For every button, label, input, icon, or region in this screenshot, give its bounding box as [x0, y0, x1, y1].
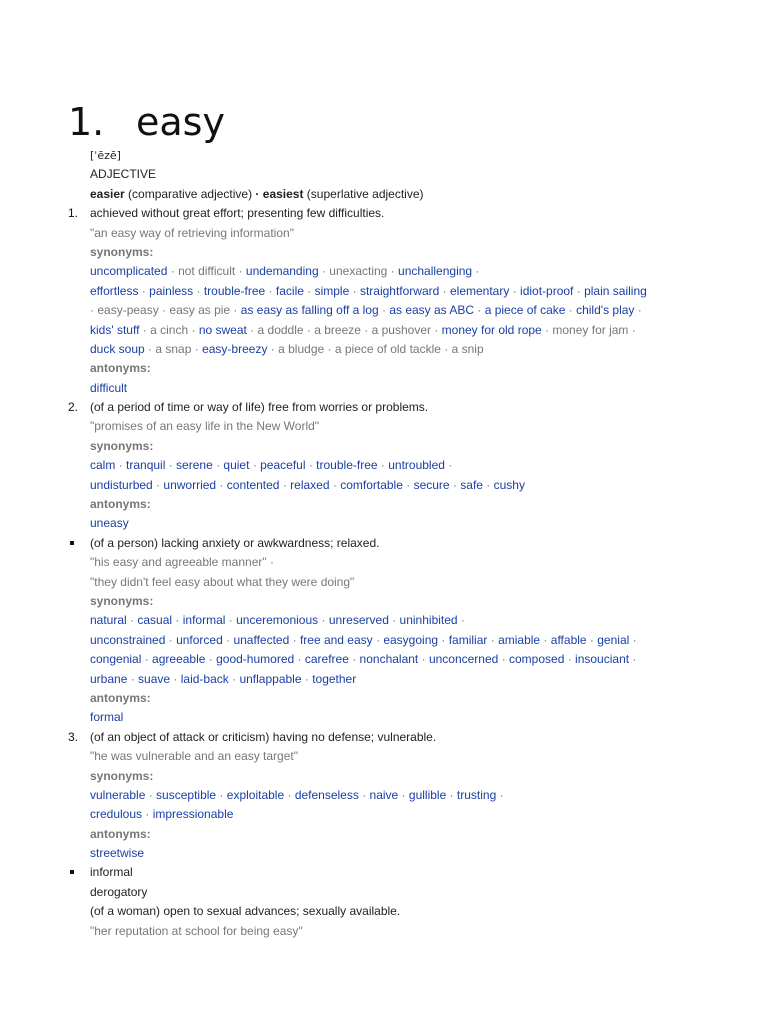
entry-line [90, 379, 760, 398]
example-text: not difficult [178, 264, 236, 279]
entry-line [90, 631, 760, 650]
word-link[interactable]: secure [413, 477, 450, 492]
separator: · [158, 303, 170, 318]
word-link[interactable]: exploitable [226, 787, 285, 802]
section-label: antonyms: [90, 826, 151, 841]
word-link[interactable]: easy-breezy [202, 341, 268, 356]
separator: · [225, 613, 237, 628]
inflection: · [255, 186, 260, 201]
word-link[interactable]: unconstrained [90, 632, 166, 647]
word-link[interactable]: unreserved [328, 613, 389, 628]
pronunciation: [ˈēzē] [90, 149, 121, 162]
bullet-icon [70, 541, 74, 545]
word-link[interactable]: plain sailing [584, 283, 647, 298]
definition-text: ADJECTIVE [90, 167, 157, 182]
separator: · [138, 283, 150, 298]
entry-line [90, 185, 760, 204]
word-link[interactable]: comfortable [340, 477, 403, 492]
section-label: synonyms: [90, 244, 154, 259]
separator: · [167, 264, 179, 279]
separator: · [144, 341, 156, 356]
separator: · [249, 458, 261, 473]
word-link[interactable]: urbane [90, 671, 128, 686]
word-link[interactable]: genial [597, 632, 630, 647]
word-link[interactable]: child's play [576, 303, 635, 318]
word-link[interactable]: together [312, 671, 357, 686]
separator: · [402, 477, 414, 492]
word-link[interactable]: a piece of cake [484, 303, 566, 318]
entry-line [90, 243, 760, 262]
headword: easy [136, 100, 225, 144]
separator: · [586, 632, 598, 647]
example-text: a snip [451, 341, 484, 356]
word-link[interactable]: good-humored [216, 652, 295, 667]
word-link[interactable]: peaceful [260, 458, 306, 473]
separator: · [628, 322, 636, 337]
word-link[interactable]: gullible [408, 787, 447, 802]
separator: · [126, 613, 138, 628]
word-link[interactable]: nonchalant [359, 652, 419, 667]
entry-line [90, 650, 760, 669]
entry-line [90, 883, 760, 902]
definition-text: (of a period of time or way of life) free from worries or problems. [90, 400, 429, 415]
word-link[interactable]: carefree [304, 652, 349, 667]
separator: · [305, 458, 317, 473]
example-text: a cinch [150, 322, 189, 337]
separator: · [267, 341, 279, 356]
entry-number: 1. [68, 100, 105, 144]
definition-text: derogatory [90, 884, 148, 899]
word-link[interactable]: uneasy [90, 516, 129, 531]
separator: · [191, 341, 203, 356]
entry-line [90, 495, 760, 514]
entry-line [68, 204, 760, 223]
separator: · [145, 787, 157, 802]
separator: · [446, 787, 457, 802]
separator: · [222, 632, 234, 647]
example-text: "promises of an easy life in the New World" [90, 419, 320, 434]
separator: · [165, 458, 177, 473]
word-link[interactable]: agreeable [152, 652, 206, 667]
definition-text: (of a person) lacking anxiety or awkwardness; relaxed. [90, 535, 380, 550]
example-text: "her reputation at school for being easy" [90, 923, 303, 938]
definition-text: achieved without great effort; presenting few difficulties. [90, 206, 385, 221]
example-text: "they didn't feel easy about what they were doing" [90, 574, 355, 589]
separator: · [279, 477, 291, 492]
entry-line [90, 301, 760, 320]
entry-line [90, 902, 760, 921]
separator: · [498, 652, 509, 667]
separator: · [230, 303, 241, 318]
separator: · [509, 283, 521, 298]
separator: · [235, 264, 246, 279]
separator: · [418, 652, 429, 667]
entry-line [90, 786, 760, 805]
inflection: easier [90, 186, 125, 201]
word-link[interactable]: contented [226, 477, 280, 492]
separator: · [139, 322, 151, 337]
separator: · [301, 671, 313, 686]
separator: · [294, 652, 305, 667]
entry-line [68, 398, 760, 417]
entry-line [90, 611, 760, 630]
word-link[interactable]: suave [138, 671, 171, 686]
separator: · [378, 303, 390, 318]
separator: · [472, 264, 480, 279]
word-link[interactable]: naive [369, 787, 399, 802]
word-link[interactable]: as easy as ABC [389, 303, 475, 318]
bullet-icon [70, 870, 74, 874]
separator: · [541, 322, 553, 337]
word-link[interactable]: idiot-proof [520, 283, 574, 298]
word-link[interactable]: as easy as falling off a log [240, 303, 379, 318]
entry-line [90, 514, 760, 533]
entry-line [90, 476, 760, 495]
word-link[interactable]: congenial [90, 652, 142, 667]
separator: · [228, 671, 240, 686]
entry-line [90, 573, 760, 592]
word-link[interactable]: facile [275, 283, 304, 298]
word-link[interactable]: unaffected [233, 632, 290, 647]
separator: · [284, 787, 295, 802]
separator: · [358, 787, 370, 802]
example-text: a bludge [278, 341, 325, 356]
sense-number: 3. [68, 729, 79, 744]
word-link[interactable]: quiet [223, 458, 250, 473]
separator: · [303, 283, 315, 298]
separator: · [377, 458, 389, 473]
separator: · [246, 322, 258, 337]
section-label: synonyms: [90, 768, 154, 783]
separator: · [172, 613, 183, 628]
word-link[interactable]: casual [137, 613, 173, 628]
definition-text: (of an object of attack or criticism) having no defense; vulnerable. [90, 729, 437, 744]
entry-line [90, 282, 760, 301]
separator: · [142, 807, 153, 822]
definition-text: (comparative adjective) [124, 186, 256, 201]
separator: · [289, 632, 300, 647]
entry-line [90, 689, 760, 708]
word-link[interactable]: elementary [449, 283, 510, 298]
word-link[interactable]: difficult [90, 380, 128, 395]
separator: · [440, 341, 452, 356]
word-link[interactable]: susceptible [156, 787, 217, 802]
word-link[interactable]: duck soup [90, 341, 145, 356]
example-text: money for jam [552, 322, 629, 337]
separator: · [474, 303, 485, 318]
word-link[interactable]: insouciant [575, 652, 630, 667]
entry-line [90, 359, 760, 378]
separator: · [90, 303, 98, 318]
section-label: antonyms: [90, 497, 151, 512]
section-label: antonyms: [90, 690, 151, 705]
separator: · [398, 787, 409, 802]
word-link[interactable]: vulnerable [90, 787, 146, 802]
word-link[interactable]: straightforward [359, 283, 440, 298]
word-link[interactable]: natural [90, 613, 127, 628]
word-link[interactable]: composed [509, 652, 565, 667]
word-link[interactable]: affable [550, 632, 587, 647]
separator: · [324, 341, 335, 356]
separator: · [127, 671, 139, 686]
section-label: synonyms: [90, 438, 154, 453]
separator: · [216, 477, 227, 492]
definition-text: (of a woman) open to sexual advances; sexually available. [90, 904, 401, 919]
entry-line [90, 922, 760, 941]
word-link[interactable]: unchallenging [398, 264, 473, 279]
entry-line [90, 437, 760, 456]
separator: · [212, 458, 224, 473]
section-label: synonyms: [90, 593, 154, 608]
example-text: easy-peasy [97, 303, 159, 318]
separator: · [318, 264, 330, 279]
word-link[interactable]: kids' stuff [90, 322, 140, 337]
separator: · [634, 303, 642, 318]
entry-line [90, 805, 760, 824]
example-text: a doddle [257, 322, 304, 337]
example-text: a pushover [371, 322, 431, 337]
word-link[interactable]: tranquil [126, 458, 166, 473]
entry-line [68, 728, 760, 747]
word-link[interactable]: unceremonious [236, 613, 319, 628]
word-link[interactable]: unflappable [239, 671, 302, 686]
entry-line [90, 825, 760, 844]
word-link[interactable]: trouble-free [316, 458, 378, 473]
entry-line [90, 146, 760, 165]
separator: · [629, 632, 637, 647]
separator: · [141, 652, 153, 667]
separator: · [265, 283, 276, 298]
example-text: "his easy and agreeable manner" · [90, 555, 274, 570]
entry-line [90, 165, 760, 184]
entry-line [90, 767, 760, 786]
entry-line [90, 456, 760, 475]
word-link[interactable]: uninhibited [399, 613, 458, 628]
separator: · [540, 632, 551, 647]
word-link[interactable]: impressionable [152, 807, 234, 822]
word-link[interactable]: safe [460, 477, 483, 492]
word-link[interactable]: undemanding [245, 264, 319, 279]
separator: · [573, 283, 585, 298]
separator: · [387, 264, 399, 279]
entry-line [90, 708, 760, 727]
separator: · [444, 458, 453, 473]
example-text: a breeze [314, 322, 361, 337]
example-text: easy as pie [169, 303, 231, 318]
separator: · [388, 613, 400, 628]
example-text: a snap [155, 341, 192, 356]
entry-line [90, 534, 760, 553]
separator: · [449, 477, 461, 492]
word-link[interactable]: serene [176, 458, 213, 473]
entry-line [90, 747, 760, 766]
separator: · [115, 458, 127, 473]
entry-line [90, 224, 760, 243]
word-link[interactable]: simple [314, 283, 350, 298]
separator: · [487, 632, 499, 647]
entry-line [90, 670, 760, 689]
word-link[interactable]: uncomplicated [90, 264, 168, 279]
word-link[interactable]: undisturbed [90, 477, 153, 492]
separator: · [188, 322, 199, 337]
separator: · [360, 322, 372, 337]
entry-line [90, 844, 760, 863]
example-text: unexacting [329, 264, 388, 279]
separator: · [318, 613, 329, 628]
entry-line [90, 262, 760, 281]
word-link[interactable]: unconcerned [428, 652, 499, 667]
separator: · [482, 477, 494, 492]
definition-text: (superlative adjective) [303, 186, 424, 201]
word-link[interactable]: defenseless [294, 787, 359, 802]
separator: · [193, 283, 204, 298]
separator: · [348, 652, 360, 667]
separator: · [457, 613, 465, 628]
section-label: antonyms: [90, 361, 151, 376]
separator: · [438, 632, 449, 647]
inflection: easiest [262, 186, 304, 201]
word-link[interactable]: trouble-free [203, 283, 266, 298]
separator: · [629, 652, 637, 667]
entry-line [90, 553, 760, 572]
separator: · [152, 477, 164, 492]
separator: · [205, 652, 217, 667]
separator: · [496, 787, 504, 802]
word-link[interactable]: amiable [498, 632, 541, 647]
word-link[interactable]: unforced [176, 632, 223, 647]
entry-line [90, 863, 760, 882]
word-link[interactable]: money for old rope [441, 322, 542, 337]
definition-text: informal [90, 865, 133, 880]
separator: · [439, 283, 450, 298]
word-link[interactable]: laid-back [180, 671, 229, 686]
separator: · [216, 787, 227, 802]
word-link[interactable]: credulous [90, 807, 143, 822]
entry-line [90, 592, 760, 611]
word-link[interactable]: relaxed [290, 477, 330, 492]
separator: · [303, 322, 315, 337]
word-link[interactable]: trusting [456, 787, 497, 802]
entry-line [90, 321, 760, 340]
sense-number: 1. [68, 206, 79, 221]
word-link[interactable]: informal [182, 613, 226, 628]
separator: · [565, 303, 577, 318]
word-link[interactable]: cushy [493, 477, 525, 492]
word-link[interactable]: easygoing [383, 632, 439, 647]
word-link[interactable]: free and easy [299, 632, 373, 647]
entry-line [90, 417, 760, 436]
entry-line [90, 340, 760, 359]
example-text: "an easy way of retrieving information" [90, 225, 294, 240]
word-link[interactable]: calm [90, 458, 116, 473]
word-link[interactable]: familiar [448, 632, 488, 647]
separator: · [372, 632, 384, 647]
word-link[interactable]: untroubled [388, 458, 445, 473]
separator: · [329, 477, 341, 492]
word-link[interactable]: streetwise [90, 846, 145, 861]
definition-entry [68, 146, 760, 941]
sense-number: 2. [68, 400, 79, 415]
separator: · [430, 322, 442, 337]
word-link[interactable]: painless [149, 283, 194, 298]
word-link[interactable]: no sweat [198, 322, 247, 337]
word-link[interactable]: formal [90, 710, 124, 725]
separator: · [165, 632, 177, 647]
example-text: "he was vulnerable and an easy target" [90, 749, 298, 764]
word-link[interactable]: effortless [90, 283, 139, 298]
example-text: a piece of old tackle [334, 341, 441, 356]
separator: · [170, 671, 181, 686]
separator: · [349, 283, 360, 298]
separator: · [564, 652, 576, 667]
word-link[interactable]: unworried [163, 477, 217, 492]
